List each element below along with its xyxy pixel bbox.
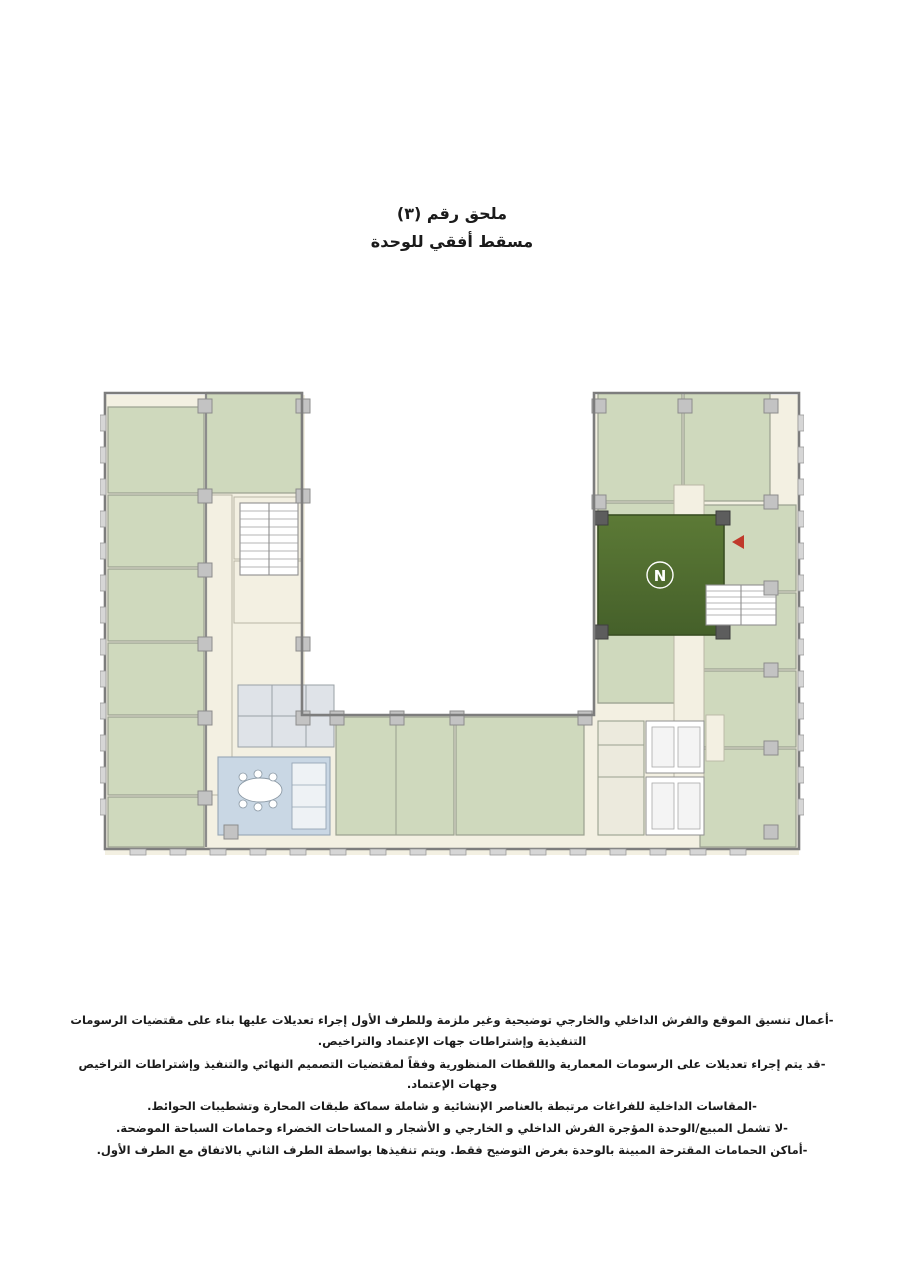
plan-left-wing [108,393,334,847]
note-item: -المقاسات الداخلية للفراغات مرتبطة بالعناصر الإنشائية و شاملة سماكة طبقات المحارة وتشطيبات الحوائط. [147,1099,757,1113]
note-item: -قد يتم إجراء تعديلات على الرسومات المعمارية واللقطات المنظورية وفقاً لمقتضيات التصميم النهائي والتنفيذ وإشتراطات التراخيص وجهات الإعتماد. [78,1057,826,1091]
page-title-block [0,200,904,256]
notes-block [70,1010,834,1162]
note-item: -أعمال تنسيق الموقع والفرش الداخلي والخارجي توضيحية وغير ملزمة وللطرف الأول إجراء تعديلات عليها بناء على مقتضيات الرسومات التنفيذية وإشتراطات جهات الإعتماد والتراخيص. [70,1013,834,1048]
page-title: ملحق رقم (٣) [396,204,508,223]
note-item: -لا تشمل المبيع/الوحدة المؤجرة الفرش الداخلي و الخارجي و الأشجار و المساحات الخضراء وحمامات السباحة الموضحة. [116,1121,788,1135]
north-label: N [653,567,667,585]
page-subtitle: مسقط أفقي للوحدة [370,232,534,251]
stair-core-left [240,503,298,575]
plan-right-wing [594,393,796,847]
note-item: -أماكن الحمامات المقترحة المبينة بالوحدة بغرض التوضيح فقط. ويتم تنفيذها بواسطة الطرف الثاني بالاتفاق مع الطرف الأول. [96,1143,808,1157]
pantry-room-left [218,757,330,835]
floor-plan-drawing [100,385,804,885]
plan-center-wing [336,717,584,835]
